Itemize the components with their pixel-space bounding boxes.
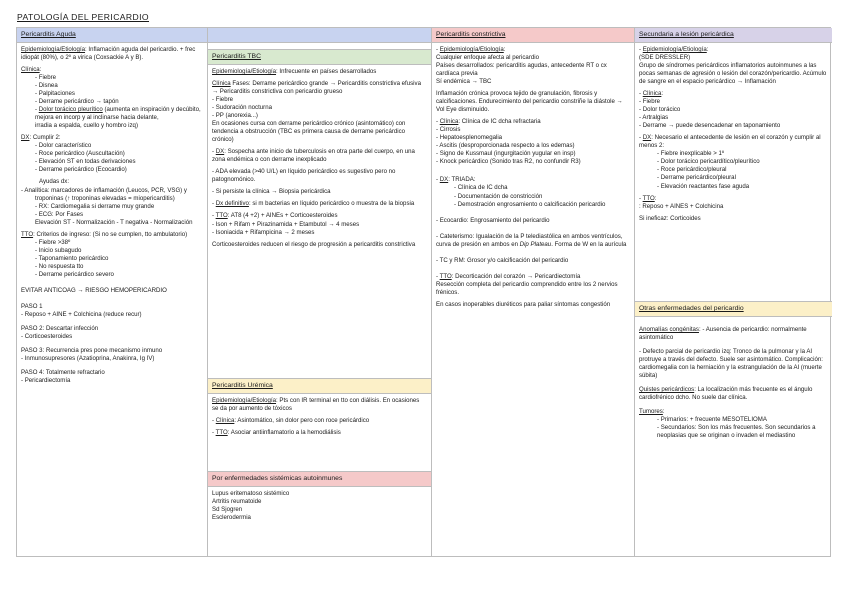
epi-title: Epidemiología/Etiología bbox=[21, 46, 86, 53]
constr-tto-extra: Resección completa del pericardio comprendido entre los 2 nervios frénicos. bbox=[436, 280, 618, 296]
page-title: PATOLOGÍA DEL PERICARDIO bbox=[17, 12, 150, 22]
ayudas-title: Ayudas dx: bbox=[39, 178, 70, 186]
constr-clin-item: - Ascitis (desproporcionada respecto a los edemas) bbox=[436, 142, 575, 150]
sist-item: Esclerodermia bbox=[212, 514, 251, 522]
header-secundaria: Secundaria a lesión pericárdica bbox=[635, 28, 832, 43]
column-secundaria: Secundaria a lesión pericárdica - Epidemiología/Etiología: (SDE DRESSLER) Grupo de síndromes pericárdicos inflamatorios autoinmunes a las pocas semanas de agresión o lesión del corazón/pericardio. Acúmulo de sangre en el espacio pericárdico → Inflamación - Clínica: - Fiebre - Dolor torácico - Artralgias - Derrame → puede desencadenar en taponamiento - DX: Necesario el antecedente de lesión en el corazón y cumplir al menos 2: - Fiebre inexplicable > 1º - Dolor torácico pericardítico/pleurítico - Roce pericárdico/pleural - Derrame pericárdico/pleural - Elevación reactantes fase aguda - TTO: : Reposo + AINES + Colchicina Si ineficaz: Corticoides Otras enfermedades del pericardio Anomalías congénitas: - Ausencia de pericardio: normalmente asintomático - Defecto parcial de pericardio izq: Tronco de la pulmonar y la AI protruye a través del defecto. Suele ser asintomático. Complicación: cardiomegalia con la herniación y la estrangulación de la AI (muerte súbita) Quistes pericárdicos: La localización más frecuente es el ángulo cardiofrénico dcho. No suele dar clínica. Tumores: - Primarios: + frecuente MESOTELIOMA - Secundarios: Son los más frecuentes. Son secundarios a neoplasias que se originan o invaden el mediastino bbox=[635, 28, 832, 556]
header-pericarditis-uremica: Pericarditis Urémica bbox=[208, 379, 431, 394]
header-spacer bbox=[208, 28, 431, 43]
constr-clin-item: - Knock pericárdico (Sonido tras R2, no confundir R3) bbox=[436, 158, 581, 166]
sist-item: Sd Sjogren bbox=[212, 506, 243, 514]
constr-dx-item: - Clínica de IC dcha bbox=[454, 184, 630, 192]
paso-1: PASO 1 - Reposo + AINE + Colchicina (reduce recur) bbox=[21, 302, 142, 318]
constr-clin-item: - Cirrosis bbox=[436, 126, 461, 134]
constr-clin-item: - Signo de Kussmaul (ingurgitación yugular en insp) bbox=[436, 150, 576, 158]
tto-item: - Fiebre >38º bbox=[35, 238, 71, 246]
section-uremica: Pericarditis Urémica Epidemiología/Etiología: Pts con IR terminal en tto con diálisis. En ocasiones se da por aumento de tóxicos - Clínica: Asintomático, sin dolor pero con roce pericárdico - TTO: Asociar antiinflamatorio a la hemodiálisis bbox=[208, 378, 431, 444]
tbc-clin-item: - Sudoración nocturna bbox=[212, 104, 272, 112]
paso-3: PASO 3: Recurrencia pres pone mecanismo inmuno - Inmunosupresores (Azatioprina, Anakinra, Ig IV) bbox=[21, 347, 163, 363]
secundaria-epi-text: Grupo de síndromes pericárdicos inflamatorios autoinmunes a las pocas semanas de agresión o lesión del corazón/pericardio. Acúmulo de sangre en el espacio pericárdico → Inflamación bbox=[639, 62, 827, 86]
clinica-item: - Disnea bbox=[35, 82, 58, 90]
tto-item: - No respuesta tto bbox=[35, 262, 84, 270]
section-tbc: Pericarditis TBC Epidemiología/Etiología: Infrecuente en países desarrollados Clínica Fases: Derrame pericárdico grande → Pericarditis constrictiva efusiva → Pericarditis constrictiva con pericardio grueso - Fiebre - Sudoración nocturna - PP (anorexia...) En ocasiones cursa con derrame pericárdico crónico (asintomático) con tendencia a obstrucción (TBC es primera causa de derrame pericárdico crónico) - DX: Sospecha ante inicio de tuberculosis en otra parte del cuerpo, en una zona endémica o con derrame inexplicado - ADA elevada (>40 U/L) en líquido pericárdico es sugestivo pero no patognomónico. - Si persiste la clínica → Biopsia pericárdica - Dx definitivo: si m bacterias en líquido pericárdico o muestra de la biopsia - TTO: AT8 (4 +2) + AINEs + Corticoesteroides - Ison + Rifam + Pirazinamida + Etambutol → 4 meses - Isoniacida + Rifampicina → 2 meses Corticoesteroides reducen el riesgo de progresión a pericarditis constrictiva bbox=[208, 49, 431, 256]
tbc-clin-extra: En ocasiones cursa con derrame pericárdico crónico (asintomático) con tendencia a obstrucción (TBC es primera causa de derrame pericárdico crónico) bbox=[212, 120, 406, 144]
dx-item: - Dolor característico bbox=[35, 142, 203, 150]
constr-clin-item: - Hepatoesplenomegalia bbox=[436, 134, 503, 142]
constr-tto-extra2: En casos inoperables diuréticos para paliar síntomas congestión bbox=[436, 300, 611, 308]
constr-dx-item: - Demostración engrosamiento o calcificación pericardio bbox=[454, 201, 630, 209]
constr-dx-item: - Documentación de constricción bbox=[454, 193, 630, 201]
clinica-item: - Palpitaciones bbox=[35, 90, 75, 98]
header-pericarditis-tbc: Pericarditis TBC bbox=[208, 50, 431, 65]
header-pericarditis-aguda: Pericarditis Aguda bbox=[17, 28, 207, 43]
dx-item: - Derrame pericárdico (Ecocardio) bbox=[35, 166, 203, 174]
ayudas-line: - RX: Cardiomegalia si derrame muy grande bbox=[35, 202, 155, 210]
tbc-tto-line: - Isoniacida + Rifampicina → 2 meses bbox=[212, 228, 315, 236]
paso-4: PASO 4: Totalmente refractario - Pericardiectomía bbox=[21, 369, 105, 385]
column-pericarditis-otras bbox=[208, 28, 432, 556]
header-sistemicas: Por enfermedades sistémicas autoinmunes bbox=[208, 472, 431, 487]
ayudas-line: - ECG: Por Fases bbox=[35, 210, 84, 218]
tto-title: TTO bbox=[21, 230, 34, 238]
clinica-item: - Derrame pericárdico → tapón bbox=[35, 98, 119, 106]
dolor-irradiation: irradia a espalda, cuello y hombro izq) bbox=[35, 122, 138, 130]
dx-title: DX bbox=[21, 134, 30, 142]
sist-item: Lupus eritematoso sistémico bbox=[212, 490, 290, 497]
constrictiva-fisiopato: Inflamación crónica provoca tejido de granulación, fibrosis y calcificaciones. Endurecimiento del pericardio constriñe la diástole → Vol Eye disminuido. bbox=[436, 90, 623, 114]
tbc-clin-item: - PP (anorexia...) bbox=[212, 112, 258, 120]
column-constrictiva: Pericarditis constrictiva - Epidemiología/Etiología: Cualquier enfoque afecta al pericardio Países desarrollados: pericarditis agudas, antecedente RT o cx cardíaca previa Sí endémica → TBC Inflamación crónica provoca tejido de granulación, fibrosis y calcificaciones. Endurecimiento del pericardio constriñe la diástole → Vol Eye disminuido. - Clínica: Clínica de IC dcha refractaria - Cirrosis - Hepatoesplenomegalia - Ascitis (desproporcionada respecto a los edemas) - Signo de Kussmaul (ingurgitación yugular en insp) - Knock pericárdico (Sonido tras R2, no confundir R3) - DX: TRIADA: - Clínica de IC dcha - Documentación de constricción - Demostración engrosamiento o calcificación pericardio - Ecocardio: Engrosamiento del pericardio - Cateterismo: Igualación de la P telediastólica en ambos ventrículos, curva de presión en ambos en Dip Plateau. Forma de W en la aurícula - TC y RM: Grosor y/o calcificación del pericardio - TTO: Decorticación del corazón → Pericardiectomía Resección completa del pericardio comprendido entre los 2 nervios frénicos. En casos inoperables diuréticos para paliar síntomas congestión bbox=[432, 28, 635, 556]
constr-tc: - TC y RM: Grosor y/o calcificación del pericardio bbox=[436, 256, 569, 264]
ayudas-line: - Analítica: marcadores de inflamación (Leucos, PCR, VSG) y bbox=[21, 186, 187, 194]
tbc-persiste: - Si persiste la clínica → Biopsia pericárdica bbox=[212, 188, 331, 196]
paso-2: PASO 2: Descartar infección - Corticoesteroides bbox=[21, 324, 99, 340]
defecto-parcial: - Defecto parcial de pericardio izq: Tronco de la pulmonar y la AI protruye a través del defecto. Suele ser asintomático. Complicación: cardiomegalia con la herniación y la estrangulación de la AI (muerte súbita) bbox=[639, 348, 823, 380]
evitar-anticoag: EVITAR ANTICOAG → RIESGO HEMOPERICARDIO bbox=[21, 286, 167, 294]
clinica-item: - Fiebre bbox=[35, 74, 57, 82]
header-constrictiva: Pericarditis constrictiva bbox=[432, 28, 634, 43]
column-pericarditis-aguda: Pericarditis Aguda Epidemiología/Etiología: Inflamación aguda del pericardio. + frec idiopát (80%), o 2º a virica (Coxsackie A y B). Clínica: - Fiebre - Disnea - Palpitaciones - Derrame pericárdico → tapón - Dolor torácico pleurítico (aumenta en inspiración y decúbito, mejora en incorp y al inclinarse hacia delante, irradia a espalda, cuello y hombro izq) DX: Cumplir 2: - Dolor característico - Roce pericárdico (Auscultación) - Elevación ST en todas derivaciones - Derrame pericárdico (Ecocardio) Ayudas dx: - Analítica: marcadores de inflamación (Leucos, PCR, VSG) y troponinas (↑ troponinas elevadas = miopericarditis) - RX: Cardiomegalia si derrame muy grande - ECG: Por Fases Elevación ST - Normalización - T negativa - Normalización TTO: Criterios de ingreso: (Si no se cumplen, tto ambulatorio) - Fiebre >38º - Inicio subagudo - Taponamiento pericárdico - No respuesta tto - Derrame pericárdico severo EVITAR ANTICOAG → RIESGO HEMOPERICARDIO PASO 1 - Reposo + AINE + Colchicina (reduce recur) PASO 2: Descartar infección - Corticoesteroides PASO 3: Recurrencia pres pone mecanismo inmuno - Inmunosupresores (Azatioprina, Anakinra, Ig IV) PASO 4: Totalmente refractario - Pericardiectomía bbox=[17, 28, 208, 556]
dx-item: - Roce pericárdico (Auscultación) bbox=[35, 150, 203, 158]
section-otras: Otras enfermedades del pericardio Anomalías congénitas: - Ausencia de pericardio: normalmente asintomático - Defecto parcial de pericardio izq: Tronco de la pulmonar y la AI protruye a través del defecto. Suele ser asintomático. Complicación: cardiomegalia con la herniación y la estrangulación de la AI (muerte súbita) Quistes pericárdicos: La localización más frecuente es el ángulo cardiofrénico dcho. No suele dar clínica. Tumores: - Primarios: + frecuente MESOTELIOMA - Secundarios: Son los más frecuentes. Son secundarios a neoplasias que se originan o invaden el mediastino bbox=[635, 301, 832, 447]
tto-item: - Inicio subagudo bbox=[35, 246, 82, 254]
clinica-item: - Dolor torácico pleurítico (aumenta en inspiración y decúbito, mejora en incorp y al inclinarse hacia delante, bbox=[35, 106, 201, 122]
clinica-title: Clínica bbox=[21, 66, 40, 74]
tbc-ada: - ADA elevada (>40 U/L) en líquido pericárdico es sugestivo pero no patognomónico. bbox=[212, 168, 396, 184]
tbc-tto-line: - Ison + Rifam + Pirazinamida + Etambutol → 4 meses bbox=[212, 220, 360, 228]
tto-item: - Derrame pericárdico severo bbox=[35, 270, 114, 278]
tto-item: - Taponamiento pericárdico bbox=[35, 254, 109, 262]
ayudas-line: troponinas (↑ troponinas elevadas = miopericarditis) bbox=[35, 194, 175, 202]
tbc-cortico: Corticoesteroides reducen el riesgo de progresión a pericarditis constrictiva bbox=[212, 240, 416, 248]
content-table bbox=[16, 27, 831, 557]
ayudas-line: Elevación ST - Normalización - T negativa - Normalización bbox=[35, 218, 193, 226]
dx-item: - Elevación ST en todas derivaciones bbox=[35, 158, 203, 166]
epi-text: : Inflamación aguda del pericardio. + frec idiopát (80%), o 2º a virica (Coxsackie A y B). bbox=[21, 46, 196, 62]
section-sistemicas bbox=[208, 471, 431, 525]
constr-eco: - Ecocardio: Engrosamiento del pericardio bbox=[436, 216, 550, 224]
sist-item: Artritis reumatoide bbox=[212, 498, 262, 506]
header-otras: Otras enfermedades del pericardio bbox=[635, 302, 832, 317]
tbc-clin-item: - Fiebre bbox=[212, 96, 234, 104]
